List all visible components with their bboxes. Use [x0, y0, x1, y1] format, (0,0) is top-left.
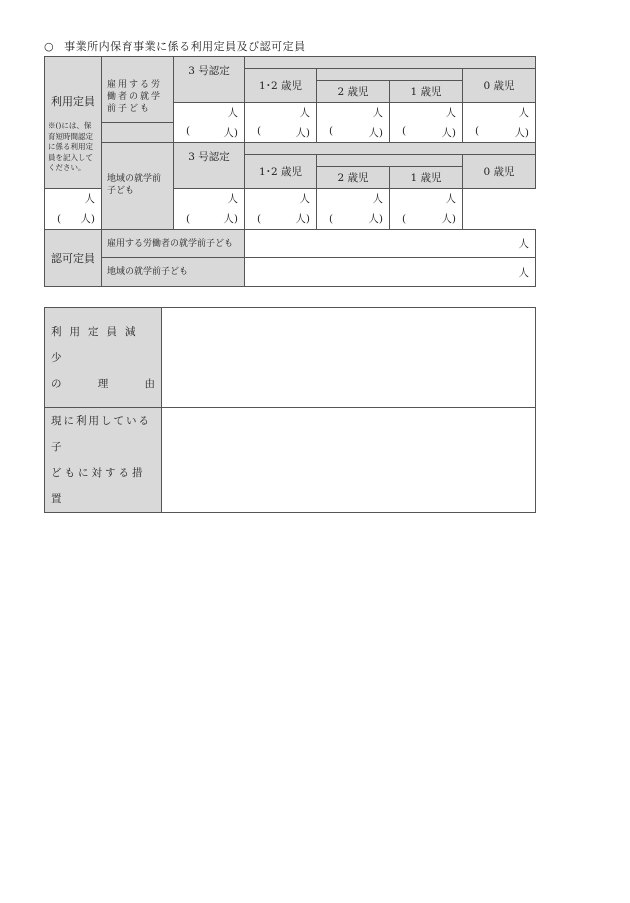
- paren-close: 人): [441, 126, 456, 139]
- local-age12-bracket: [317, 155, 463, 167]
- employee-age12-header: 1･2 歳児: [245, 69, 317, 103]
- measures-label-bottom: どもに対する措置: [51, 467, 146, 505]
- local-cert3-cell: [45, 189, 102, 230]
- measures-input[interactable]: [162, 408, 536, 513]
- employee-age2-unit: 人: [317, 103, 390, 123]
- local-age12-unit: 人: [227, 193, 238, 205]
- employee-cert3-short: [174, 123, 245, 143]
- reduction-reason-label: [45, 308, 162, 408]
- page-title: [44, 38, 306, 54]
- reason-char-2: 理: [97, 377, 109, 390]
- paren-close: 人): [223, 213, 238, 225]
- capacity-table: [44, 56, 536, 287]
- local-children-label: 地域の就学前子ども: [102, 143, 174, 230]
- employee-children-label: 雇用する労働者の就学前子ども: [102, 57, 174, 123]
- approved-employee-value: 人: [245, 230, 536, 258]
- employee-age12-unit: 人: [245, 103, 317, 123]
- paren-close: 人): [514, 126, 529, 139]
- paren-close: 人): [295, 213, 310, 225]
- paren-open: (: [329, 124, 334, 137]
- reason-char-3: 由: [144, 377, 155, 390]
- measures-label: [45, 408, 162, 513]
- employee-age1-unit: 人: [390, 103, 463, 123]
- employee-age0-short: [463, 123, 536, 143]
- title-text: 事業所内保育事業に係る利用定員及び認可定員: [64, 40, 306, 53]
- paren-close: 人): [368, 126, 383, 139]
- local-age0-header: 0 歳児: [463, 155, 536, 189]
- reduction-table: [44, 307, 536, 513]
- local-age2-unit: 人: [299, 193, 310, 205]
- local-age2-cell: [245, 189, 317, 230]
- employee-header-strip: [245, 57, 536, 69]
- measures-label-top: 現に利用している子: [51, 415, 151, 453]
- title-bullet: ○: [44, 40, 55, 53]
- approved-local-label: 地域の就学前子ども: [102, 258, 245, 287]
- employee-age1-short: [390, 123, 463, 143]
- reduction-reason-label-top: 利用定員減少: [51, 325, 144, 364]
- employee-age12-short: [245, 123, 317, 143]
- local-cert3-unit: 人: [84, 193, 95, 205]
- local-age1-cell: [317, 189, 390, 230]
- usage-capacity-note: ※()には、保育短時間認定に係る利用定員を記入してください。: [48, 121, 93, 172]
- employee-age12-bracket: [317, 69, 463, 81]
- paren-open: (: [402, 124, 407, 137]
- reason-char-1: の: [51, 377, 62, 390]
- local-age0-cell: [390, 189, 463, 230]
- paren-close: 人): [295, 126, 310, 139]
- paren-close: 人): [368, 213, 383, 225]
- paren-open: (: [329, 213, 334, 225]
- paren-open: (: [475, 124, 480, 137]
- approved-employee-label: 雇用する労働者の就学前子ども: [102, 230, 245, 258]
- paren-close: 人): [223, 126, 238, 139]
- approved-capacity-label: 認可定員: [45, 230, 102, 287]
- paren-open: (: [257, 124, 262, 137]
- paren-open: (: [186, 213, 191, 225]
- local-age1-header: 1 歳児: [390, 167, 463, 189]
- paren-open: (: [257, 213, 262, 225]
- local-age12-header: 1･2 歳児: [245, 155, 317, 189]
- local-age0-unit: 人: [445, 193, 456, 205]
- paren-open: (: [186, 124, 191, 137]
- reduction-reason-input[interactable]: [162, 308, 536, 408]
- employee-cert3-unit: 人: [174, 103, 245, 123]
- local-age2-header: 2 歳児: [317, 167, 390, 189]
- local-age1-unit: 人: [372, 193, 383, 205]
- employee-age0-header: 0 歳児: [463, 69, 536, 103]
- paren-open: (: [402, 213, 407, 225]
- employee-age2-short: [317, 123, 390, 143]
- approved-local-value: 人: [245, 258, 536, 287]
- local-cert3-header: 3 号認定: [174, 143, 245, 189]
- employee-cert3-header: 3 号認定: [174, 57, 245, 103]
- paren-close: 人): [80, 213, 95, 225]
- employee-age1-header: 1 歳児: [390, 81, 463, 103]
- usage-capacity-section: [45, 57, 102, 189]
- local-header-strip: [245, 143, 536, 155]
- paren-close: 人): [441, 213, 456, 225]
- employee-age2-header: 2 歳児: [317, 81, 390, 103]
- usage-capacity-label: 利用定員: [51, 95, 95, 108]
- local-age12-cell: [174, 189, 245, 230]
- employee-label-spacer: [102, 123, 174, 143]
- paren-open: (: [57, 213, 62, 225]
- employee-age0-unit: 人: [463, 103, 536, 123]
